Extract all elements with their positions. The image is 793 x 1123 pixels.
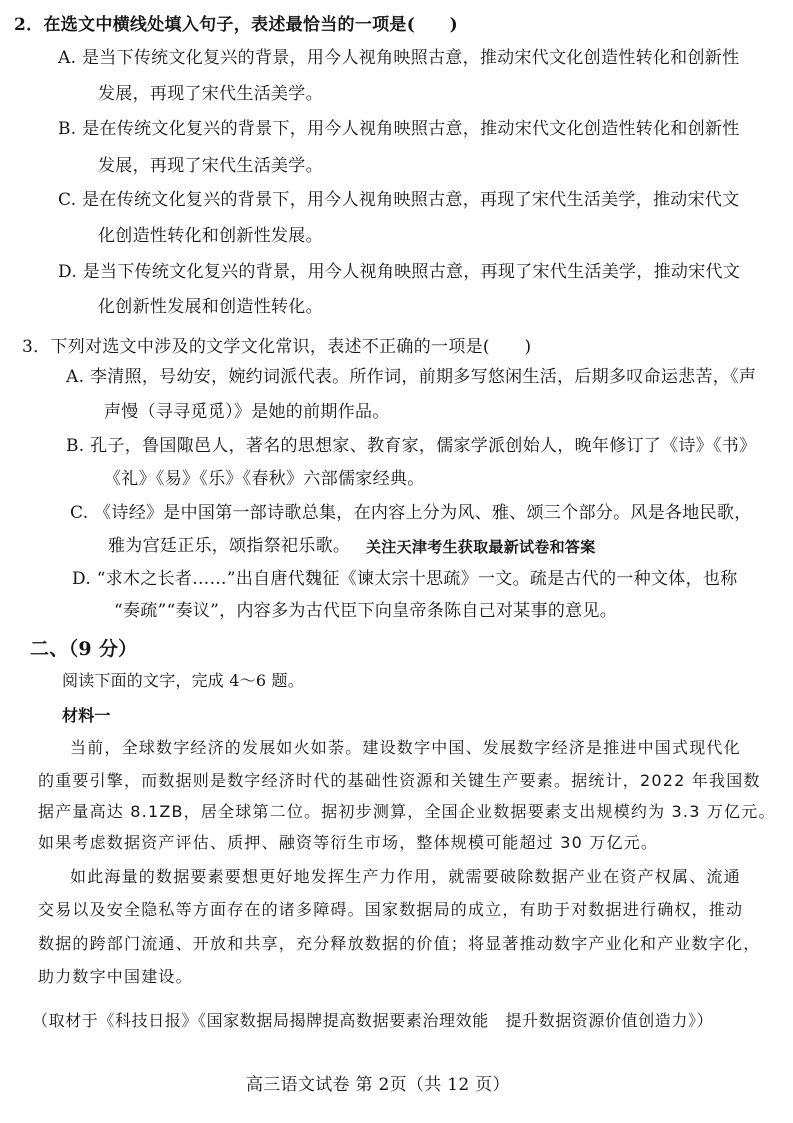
q2-option-a-line2: 发展，再现了宋代生活美学。 <box>98 84 323 104</box>
material-paragraph2-line3: 数据的跨部门流通、开放和共享，充分释放数据的价值；将显著推动数字产业化和产业数字化， <box>38 934 761 953</box>
material-paragraph2-line1: 如此海量的数据要素要想更好地发挥生产力作用，就需要破除数据产业在资产权属、流通 <box>70 867 741 886</box>
q3-option-b-line1: B. 孔子，鲁国陬邑人，著名的思想家、教育家，儒家学派创始人，晚年修订了《诗》《书》 <box>66 436 757 456</box>
material-one-title: 材料一 <box>62 706 111 725</box>
material-paragraph2-line2: 交易以及安全隐私等方面存在的诸多障碍。国家数据局的成立，有助于对数据进行确权，推动 <box>38 900 744 919</box>
section2-instruction: 阅读下面的文字，完成 4～6 题。 <box>62 671 304 690</box>
material-paragraph2-line4: 助力数字中国建设。 <box>38 967 193 986</box>
q2-option-d-line2: 化创新性发展和创造性转化。 <box>98 297 323 317</box>
q3-option-c-line2: 雅为宫廷正乐，颂指祭祀乐歌。 <box>108 536 351 556</box>
material-paragraph1-line3: 据产量高达 8.1ZB，居全球第二位。据初步测算，全国企业数据要素支出规模约为 3.3 万亿元。 <box>38 802 776 821</box>
material-source: （取材于《科技日报》《国家数据局揭牌提高数据要素治理效能 提升数据资源价值创造力》） <box>32 1011 714 1030</box>
q3-option-c-line1: C. 《诗经》是中国第一部诗歌总集，在内容上分为风、雅、颂三个部分。风是各地民歌， <box>70 503 752 523</box>
q3-stem: 3．下列对选文中涉及的文学文化常识，表述不正确的一项是( ) <box>22 337 532 357</box>
material-paragraph1-line1: 当前，全球数字经济的发展如火如荼。建设数字中国、发展数字经济是推进中国式现代化 <box>70 738 741 757</box>
q3-option-b-line2: 《礼》《易》《乐》《春秋》六部儒家经典。 <box>104 469 425 489</box>
q2-option-d-line1: D. 是当下传统文化复兴的背景，用今人视角映照古意，再现了宋代生活美学，推动宋代文 <box>58 262 741 282</box>
q3-option-a-line2: 声慢（寻寻觅觅）》是她的前期作品。 <box>104 402 390 422</box>
material-paragraph1-line4: 如果考虑数据资产评估、质押、融资等衍生市场，整体规模可能超过 30 万亿元。 <box>38 833 659 852</box>
q3-option-d-line2: “奏疏”“奏议”，内容多为古代臣下向皇帝条陈自己对某事的意见。 <box>114 601 618 621</box>
material-paragraph1-line2: 的重要引擎，而数据则是数字经济时代的基础性资源和关键生产要素。据统计，2022 年我国数 <box>38 771 761 790</box>
q2-option-c-line1: C. 是在传统文化复兴的背景下，用今人视角映照古意，再现了宋代生活美学，推动宋代文 <box>58 190 740 210</box>
watermark-text: 关注天津考生获取最新试卷和答案 <box>366 538 596 556</box>
q2-stem: 2．在选文中横线处填入句子，表述最恰当的一项是( ) <box>14 15 459 35</box>
section2-heading: 二、（9 分） <box>30 638 138 660</box>
q3-option-a-line1: A. 李清照，号幼安，婉约词派代表。所作词，前期多写悠闲生活，后期多叹命运悲苦，《声 <box>66 367 757 387</box>
q2-option-b-line2: 发展，再现了宋代生活美学。 <box>98 156 323 176</box>
q2-option-b-line1: B. 是在传统文化复兴的背景下，用今人视角映照古意，推动宋代文化创造性转化和创新性 <box>58 119 740 139</box>
q2-option-c-line2: 化创造性转化和创新性发展。 <box>98 226 323 246</box>
q3-option-d-line1: D. “求木之长者……”出自唐代魏征《谏太宗十思疏》一文。疏是古代的一种文体，也称 <box>72 569 738 589</box>
q2-option-a-line1: A. 是当下传统文化复兴的背景，用今人视角映照古意，推动宋代文化创造性转化和创新性 <box>58 48 740 68</box>
page-footer: 高三语文试卷 第 2页（共 12 页） <box>246 1075 510 1095</box>
